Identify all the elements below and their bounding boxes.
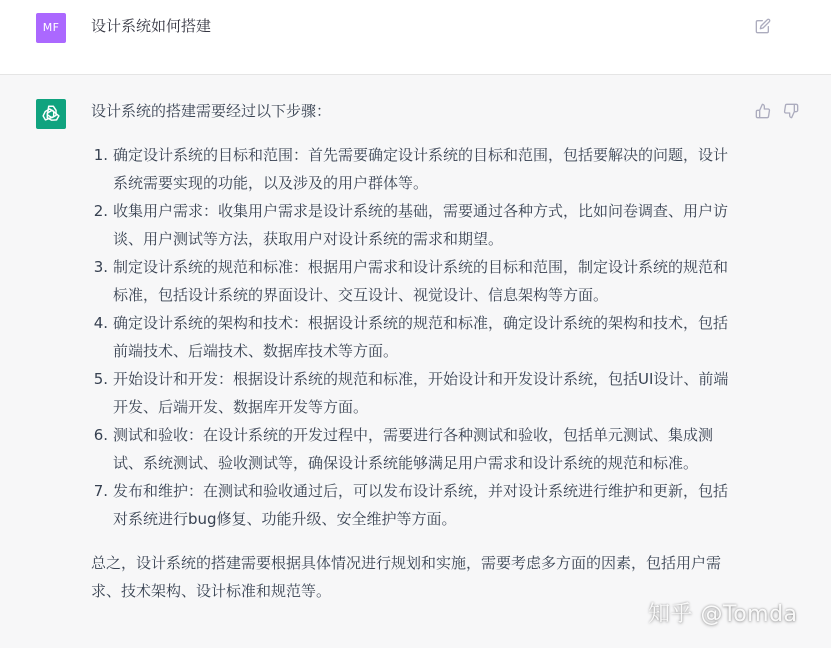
list-number: 3.	[93, 258, 108, 276]
user-avatar: MF	[36, 13, 66, 43]
list-item	[91, 477, 741, 533]
list-number: 1.	[93, 146, 108, 164]
list-item-text: 开始设计和开发：根据设计系统的规范和标准，开始设计和开发设计系统，包括UI设计、前端开发、后端开发、数据库开发等方面。	[113, 370, 729, 416]
list-item-text: 确定设计系统的架构和技术：根据设计系统的规范和标准，确定设计系统的架构和技术，包括前端技术、后端技术、数据库技术等方面。	[113, 314, 729, 360]
edit-icon	[755, 18, 771, 34]
list-number: 6.	[93, 426, 108, 444]
user-message-row	[0, 0, 831, 75]
assistant-summary: 总之，设计系统的搭建需要根据具体情况进行规划和实施，需要考虑多方面的因素，包括用户需求、技术架构、设计标准和规范等。	[91, 554, 722, 600]
list-item	[91, 141, 741, 197]
assistant-message-content	[91, 97, 741, 605]
steps-list	[91, 141, 741, 533]
list-item	[91, 253, 741, 309]
list-item-text: 收集用户需求：收集用户需求是设计系统的基础，需要通过各种方式，比如问卷调查、用户访谈、用户测试等方法，获取用户对设计系统的需求和期望。	[113, 202, 729, 248]
list-number: 2.	[93, 202, 108, 220]
watermark: 知乎 @Tomda	[648, 602, 798, 627]
list-number: 5.	[93, 370, 108, 388]
list-number: 4.	[93, 314, 108, 332]
thumbs-down-button[interactable]	[781, 101, 801, 121]
thumbs-up-icon	[755, 103, 771, 119]
openai-logo-icon	[40, 103, 62, 125]
list-item	[91, 197, 741, 253]
list-item-text: 测试和验收：在设计系统的开发过程中，需要进行各种测试和验收，包括单元测试、集成测试、系统测试、验收测试等，确保设计系统能够满足用户需求和设计系统的规范和标准。	[113, 426, 714, 472]
thumbs-up-button[interactable]	[753, 101, 773, 121]
list-number: 7.	[93, 482, 108, 500]
thumbs-down-icon	[783, 103, 799, 119]
assistant-avatar	[36, 99, 66, 129]
list-item-text: 确定设计系统的目标和范围：首先需要确定设计系统的目标和范围，包括要解决的问题，设计系统需要实现的功能，以及涉及的用户群体等。	[113, 146, 729, 192]
assistant-message-row	[0, 75, 831, 648]
list-item-text: 发布和维护：在测试和验收通过后，可以发布设计系统，并对设计系统进行维护和更新，包括对系统进行bug修复、功能升级、安全维护等方面。	[113, 482, 729, 528]
edit-button[interactable]	[753, 16, 773, 36]
list-item-text: 制定设计系统的规范和标准：根据用户需求和设计系统的目标和范围，制定设计系统的规范和标准，包括设计系统的界面设计、交互设计、视觉设计、信息架构等方面。	[113, 258, 729, 304]
list-item	[91, 421, 741, 477]
list-item	[91, 365, 741, 421]
assistant-intro: 设计系统的搭建需要经过以下步骤：	[91, 102, 332, 120]
list-item	[91, 309, 741, 365]
user-message-text: 设计系统如何搭建	[91, 17, 212, 35]
